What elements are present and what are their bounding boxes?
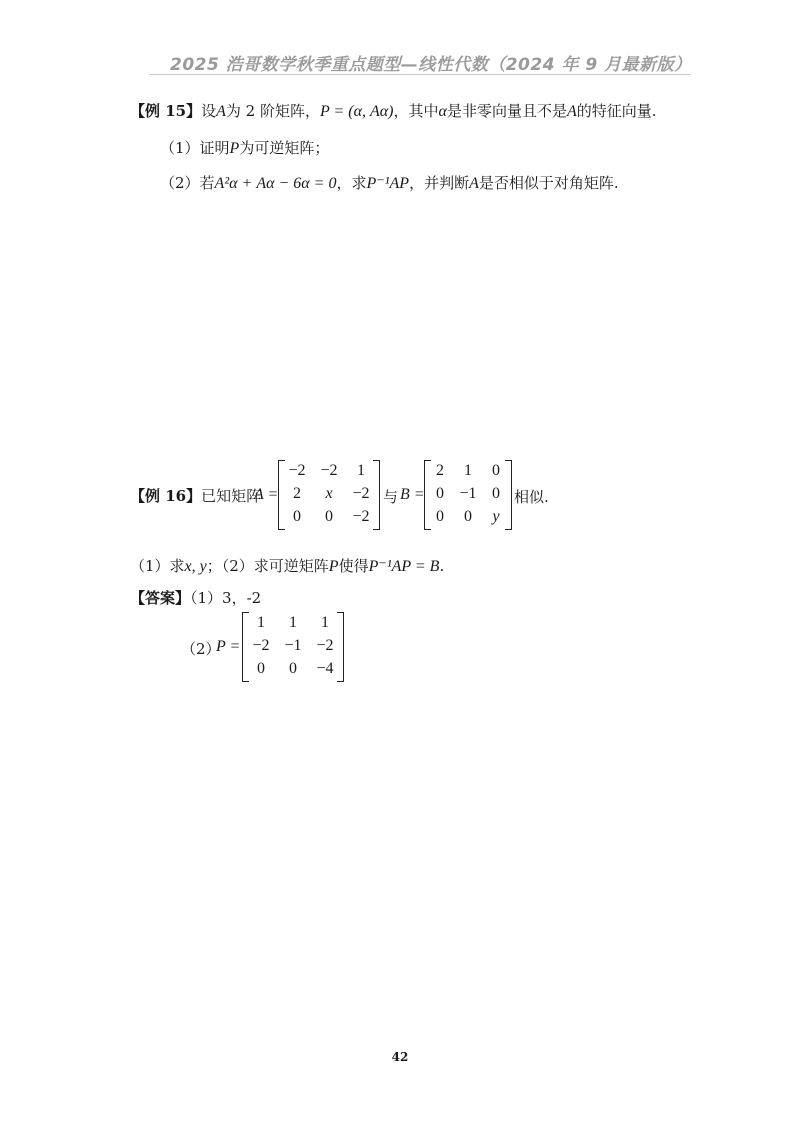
math: α [438, 103, 447, 120]
matrix-a-cell: 1 [357, 462, 365, 479]
matrix-p [242, 612, 344, 682]
matrix-b-cell: y [492, 508, 500, 525]
matrix-b-cell: 2 [436, 462, 444, 479]
matrix-b-cell: −1 [459, 485, 477, 502]
text: （1）证明 [160, 139, 230, 157]
answer-label: 【答案】 [130, 589, 191, 607]
example-15-question-2 [160, 172, 619, 193]
math: P⁻¹AP = B [368, 558, 440, 575]
matrix-a-cell: 0 [293, 508, 301, 525]
example-15-question-1 [160, 137, 329, 158]
matrix-b-cell: 0 [492, 485, 500, 502]
page-header: 2025 浩哥数学秋季重点题型—线性代数（2024 年 9 月最新版） [170, 55, 692, 75]
matrix-p-cell: 1 [289, 614, 297, 631]
matrix-a-cell: −2 [320, 462, 338, 479]
matrix-a-cell: −2 [288, 462, 306, 479]
matrix-b [424, 460, 512, 530]
text: 为 2 阶矩阵， [225, 102, 320, 120]
matrix-p-cell: 1 [321, 614, 329, 631]
math: A [216, 103, 226, 120]
text: . [439, 557, 445, 575]
header-rule [150, 74, 690, 75]
matrix-b-cell: 0 [492, 462, 500, 479]
example-15-stem [130, 100, 657, 121]
text: 是非零向量且不是 [446, 102, 567, 120]
matrix-a-cell: 0 [325, 508, 333, 525]
matrix-b-cell: 0 [436, 508, 444, 525]
matrix-a-cell: −2 [352, 485, 370, 502]
text: 使得 [338, 557, 369, 575]
math: P [328, 558, 339, 575]
matrix-a-label: A = [254, 486, 279, 503]
math: A [566, 103, 577, 120]
math: P⁻¹AP [366, 175, 410, 192]
text: 设 [201, 102, 217, 120]
math: A [469, 175, 479, 192]
matrix-a-cell: −2 [352, 508, 370, 525]
matrix-a [278, 460, 380, 530]
matrix-p-cell: −2 [316, 637, 334, 654]
example-15-label: 【例 15】 [130, 102, 202, 120]
example-16-label: 【例 16】 [130, 487, 202, 505]
matrix-b-cell: 0 [464, 508, 472, 525]
text: ，其中 [393, 102, 439, 120]
text: （1）求 [130, 557, 185, 575]
text: 是否相似于对角矩阵. [478, 174, 619, 192]
math: x, y [184, 558, 207, 575]
matrix-a-cell: 2 [293, 485, 301, 502]
text: ，并判断 [409, 174, 470, 192]
text: 的特征向量. [576, 102, 657, 120]
similar-text: 相似. [514, 488, 549, 506]
matrix-p-cell: 0 [289, 660, 297, 677]
answer-part-1: （1）3，-2 [190, 589, 262, 607]
example-16-lead [130, 485, 261, 506]
answer-part-2-prefix: （2） [181, 640, 221, 658]
math: P = (α, Aα) [320, 103, 394, 120]
matrix-p-cell: −4 [316, 660, 334, 677]
matrix-p-cell: −2 [252, 637, 270, 654]
matrix-b-cell: 0 [436, 485, 444, 502]
connector-text: 与 [383, 488, 399, 506]
text: （2）若 [160, 174, 215, 192]
math: P [229, 140, 240, 157]
text: 已知矩阵 [201, 487, 262, 505]
matrix-p-cell: 0 [257, 660, 265, 677]
matrix-a-cell: x [325, 485, 333, 502]
matrix-p-cell: 1 [257, 614, 265, 631]
text: 为可逆矩阵； [239, 139, 330, 157]
matrix-b-label: B = [400, 486, 425, 503]
page-number: 42 [391, 1050, 409, 1064]
matrix-p-label: P = [216, 638, 241, 655]
answer-line-1 [130, 587, 261, 608]
text: ；（2）求可逆矩阵 [206, 557, 329, 575]
matrix-p-cell: −1 [284, 637, 302, 654]
example-16-questions [130, 555, 444, 576]
math: A²α + Aα − 6α = 0 [214, 175, 337, 192]
matrix-b-cell: 1 [464, 462, 472, 479]
text: ，求 [336, 174, 367, 192]
